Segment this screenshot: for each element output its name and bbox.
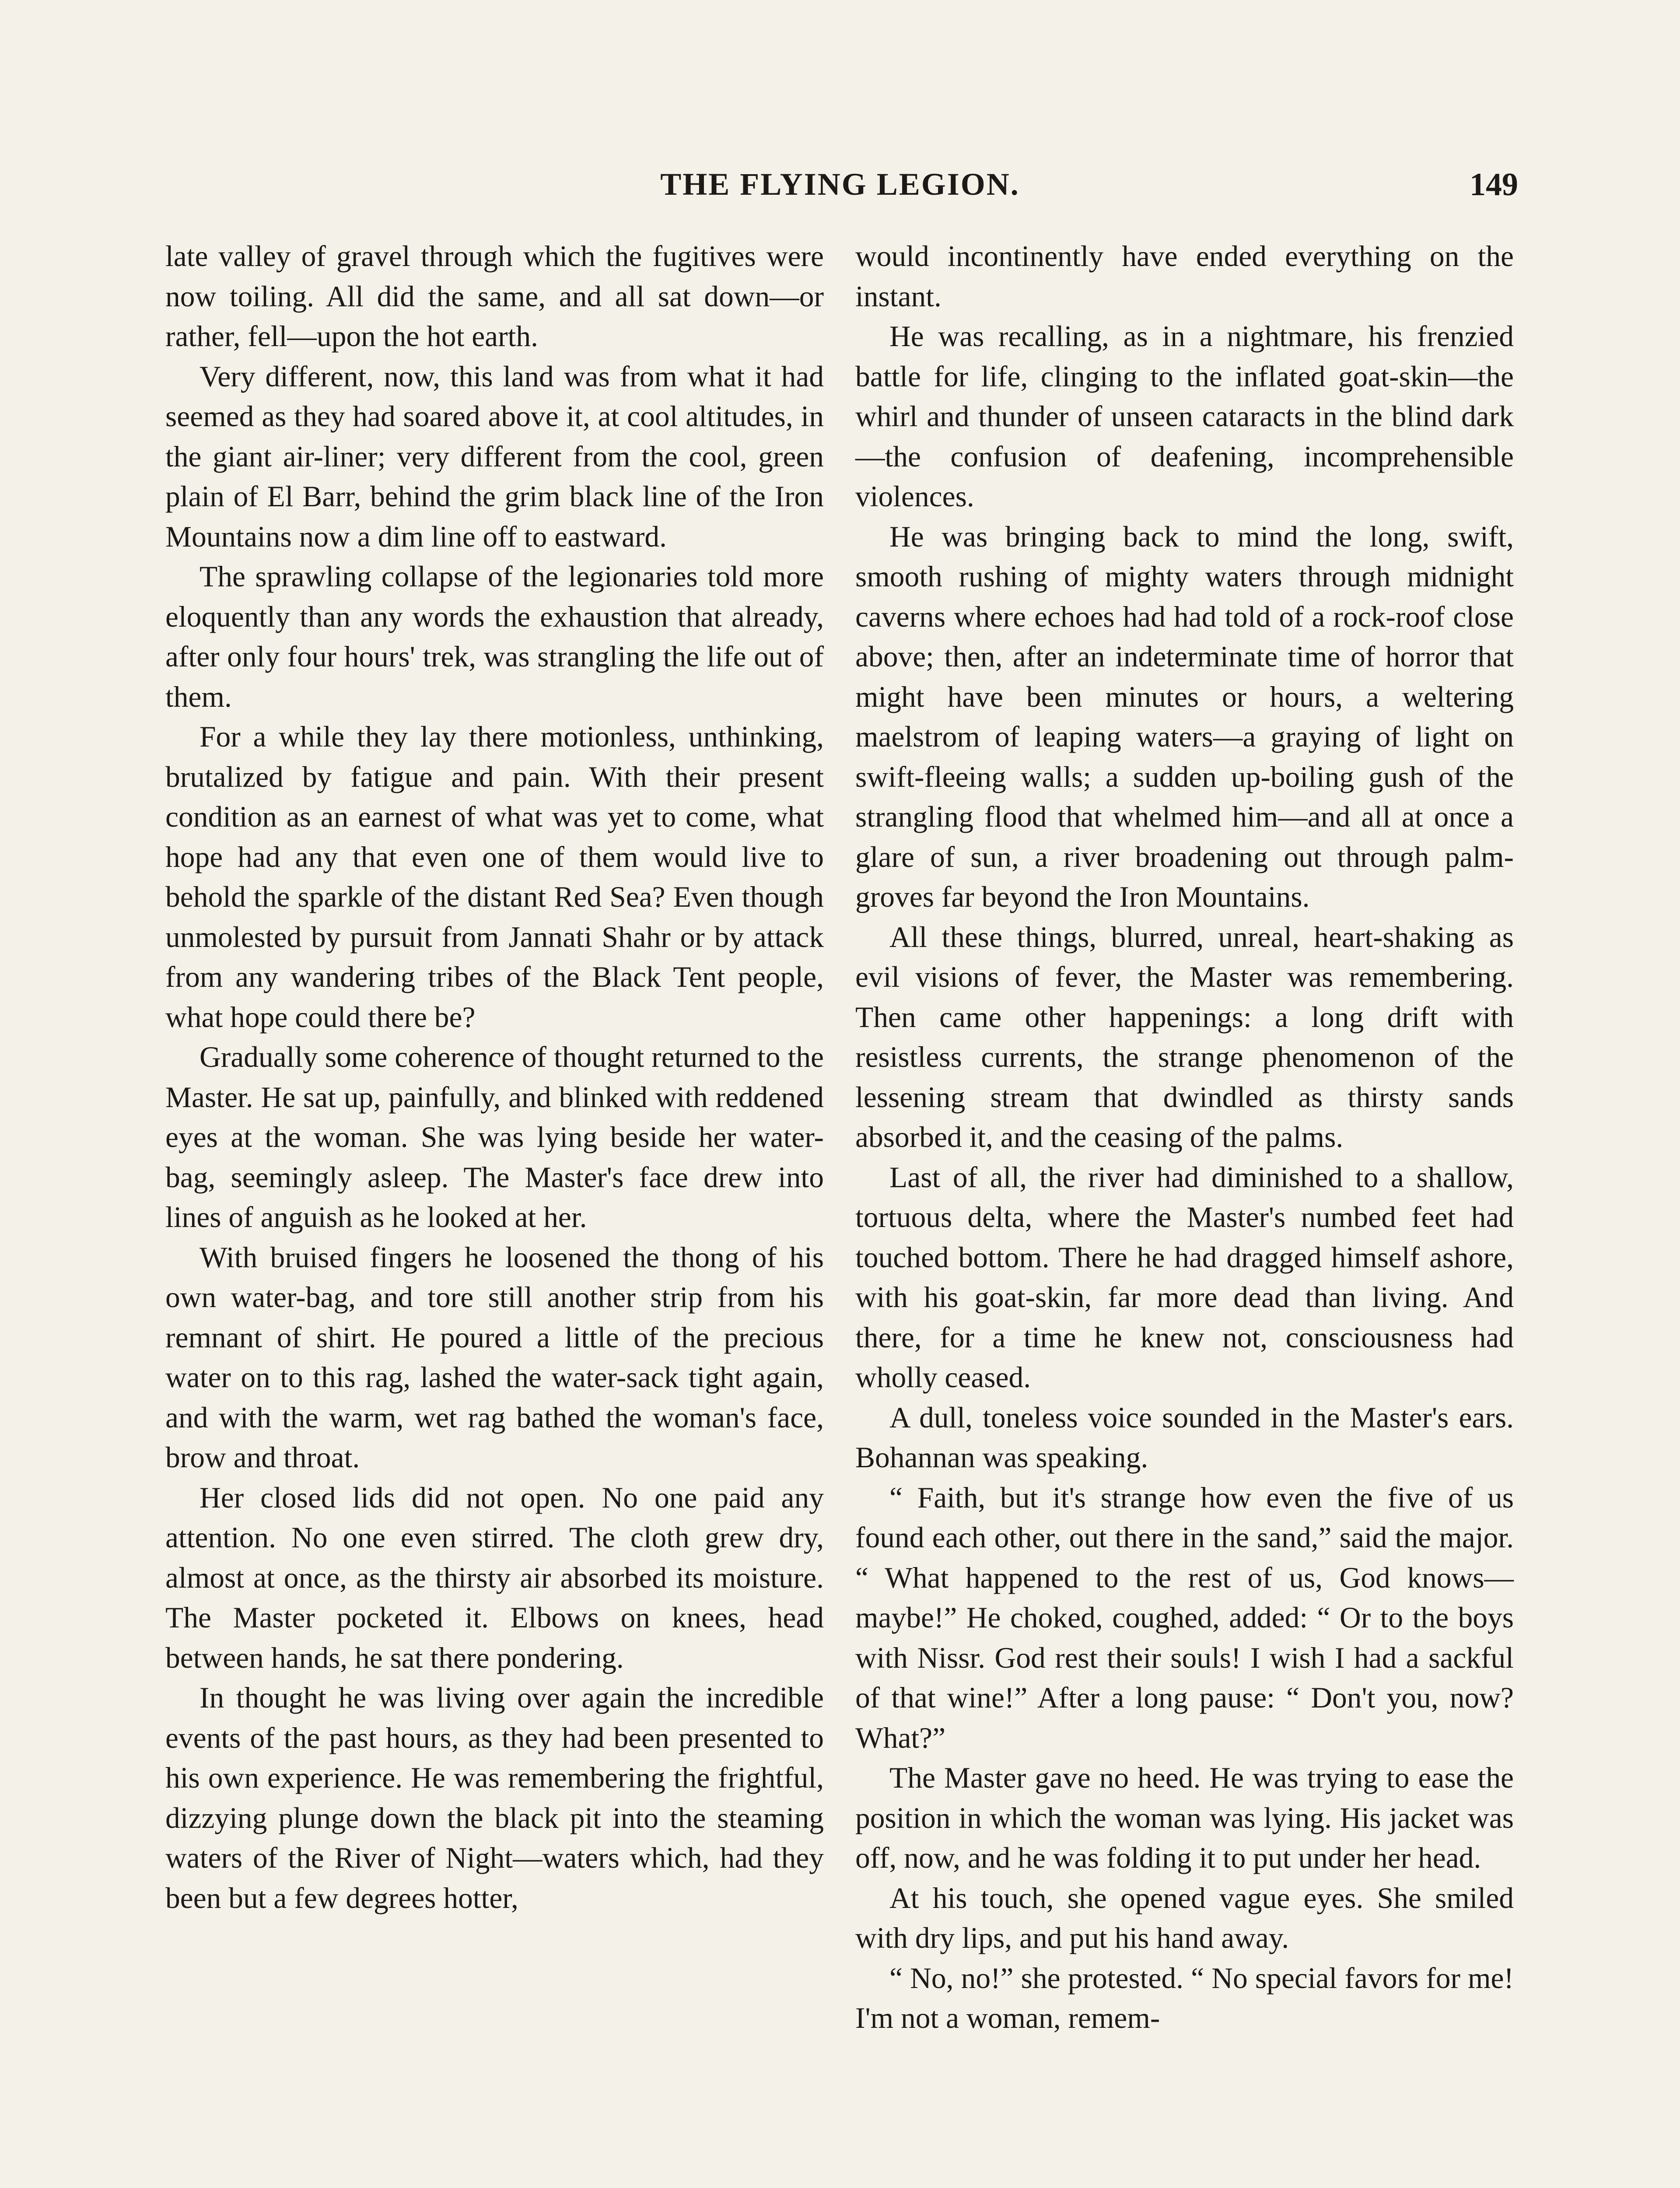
paragraph: The sprawling collapse of the legionaries told more eloquently than any words the exhaustion that already, after only four hours' trek, was strangling the life out of them. (165, 560, 824, 713)
page-number: 149 (1470, 167, 1518, 203)
paragraph: late valley of gravel through which the fugitives were now toiling. All did the same, and all sat down—or rather, fell—upon the hot earth. (165, 240, 824, 353)
paragraph: The Master gave no heed. He was trying to ease the position in which the woman was lying. His jacket was off, now, and he was folding it to put under her head. (855, 1761, 1514, 1874)
paragraph: All these things, blurred, unreal, heart-shaking as evil visions of fever, the Master was remembering. Then came other happenings: a long drift with resistless currents, the strange phenomenon of the lessening stream that dwindled as thirsty sands absorbed it, and the ceasing of the palms. (855, 920, 1514, 1154)
paragraph: Last of all, the river had diminished to a shallow, tortuous delta, where the Master's numbed feet had touched bottom. There he had dragged himself ashore, with his goat-skin, far more dead than living. And there, for a time he knew not, consciousness had wholly ceased. (855, 1161, 1514, 1394)
text-columns (165, 236, 1514, 2038)
paragraph: A dull, toneless voice sounded in the Master's ears. Bohannan was speaking. (855, 1401, 1514, 1474)
left-column (165, 236, 824, 2038)
paragraph: At his touch, she opened vague eyes. She smiled with dry lips, and put his hand away. (855, 1881, 1514, 1954)
paragraph: Very different, now, this land was from what it had seemed as they had soared above it, at cool altitudes, in the giant air-liner; very different from the cool, green plain of El Barr, behind the grim black line of the Iron Mountains now a dim line off to eastward. (165, 360, 824, 553)
paragraph: Her closed lids did not open. No one paid any attention. No one even stirred. The cloth grew dry, almost at once, as the thirsty air absorbed its moisture. The Master pocketed it. Elbows on knees, head between hands, he sat there pondering. (165, 1481, 824, 1674)
paragraph: In thought he was living over again the incredible events of the past hours, as they had been presented to his own experience. He was remembering the frightful, dizzying plunge down the black pit into the steaming waters of the River of Night—waters which, had they been but a few degrees hotter, (165, 1681, 824, 1914)
running-head: THE FLYING LEGION. (660, 167, 1020, 202)
paragraph: “ No, no!” she protested. “ No special favors for me! I'm not a woman, remem- (855, 1961, 1514, 2034)
paragraph: He was bringing back to mind the long, swift, smooth rushing of mighty waters through midnight caverns where echoes had had told of a rock-roof close above; then, after an indeterminate time of horror that might have been minutes or hours, a weltering maelstrom of leaping waters—a graying of light on swift-fleeing walls; a sudden up-boiling gush of the strangling flood that whelmed him—and all at once a glare of sun, a river broadening out through palm-groves far beyond the Iron Mountains. (855, 520, 1514, 913)
paragraph: He was recalling, as in a nightmare, his frenzied battle for life, clinging to the inflated goat-skin—the whirl and thunder of unseen cataracts in the blind dark—the confusion of deafening, incomprehensible violences. (855, 320, 1514, 513)
right-column (855, 236, 1514, 2038)
paragraph: For a while they lay there motionless, unthinking, brutalized by fatigue and pain. With their present condition as an earnest of what was yet to come, what hope had any that even one of them would live to behold the sparkle of the distant Red Sea? Even though unmolested by pursuit from Jannati Shahr or by attack from any wandering tribes of the Black Tent people, what hope could there be? (165, 720, 824, 1034)
page-header (162, 166, 1518, 214)
paragraph: With bruised fingers he loosened the thong of his own water-bag, and tore still another strip from his remnant of shirt. He poured a little of the precious water on to this rag, lashed the water-sack tight again, and with the warm, wet rag bathed the woman's face, brow and throat. (165, 1241, 824, 1474)
paragraph: Gradually some coherence of thought returned to the Master. He sat up, painfully, and blinked with reddened eyes at the woman. She was lying beside her water-bag, seemingly asleep. The Master's face drew into lines of anguish as he looked at her. (165, 1041, 824, 1234)
paragraph: “ Faith, but it's strange how even the five of us found each other, out there in the sand,” said the major. “ What happened to the rest of us, God knows—maybe!” He choked, coughed, added: “ Or to the boys with Nissr. God rest their souls! I wish I had a sackful of that wine!” After a long pause: “ Don't you, now? What?” (855, 1481, 1514, 1754)
paragraph: would incontinently have ended everything on the instant. (855, 240, 1514, 313)
